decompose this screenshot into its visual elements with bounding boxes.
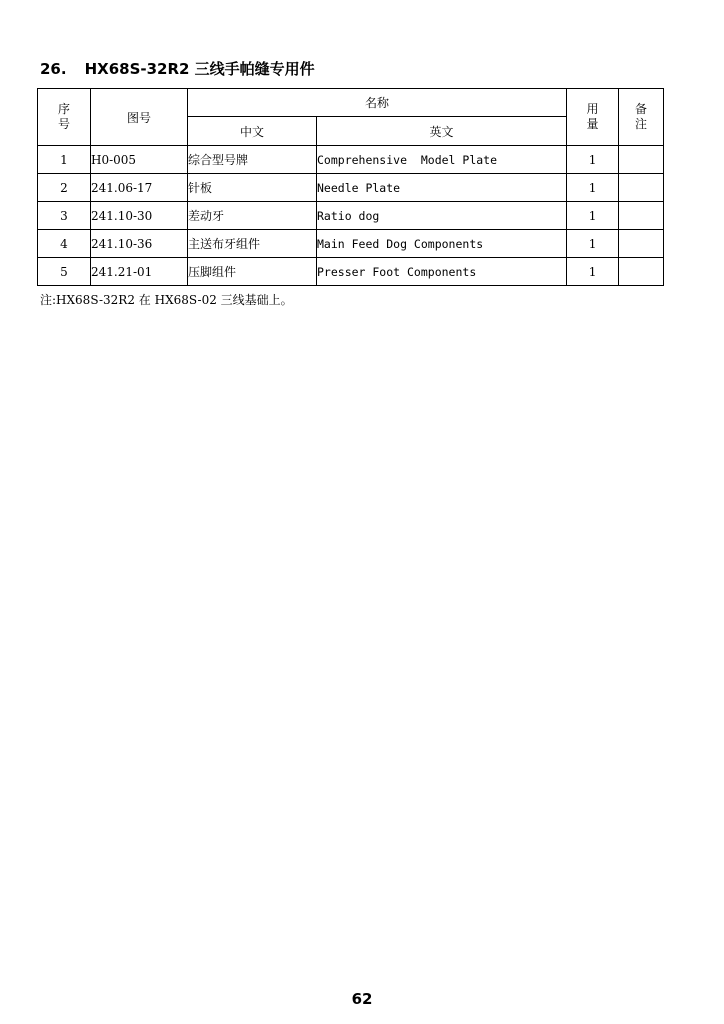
row-english-name: Needle Plate <box>317 174 567 202</box>
row-quantity: 1 <box>567 258 619 286</box>
row-chinese-name: 针板 <box>188 174 317 202</box>
row-chinese-name: 主送布牙组件 <box>188 230 317 258</box>
table-row <box>38 230 664 258</box>
row-english-name: Ratio dog <box>317 202 567 230</box>
table-header-row <box>38 89 664 117</box>
row-quantity: 1 <box>567 146 619 174</box>
row-index: 2 <box>38 174 91 202</box>
row-quantity: 1 <box>567 230 619 258</box>
header-index: 序 号 <box>38 89 91 146</box>
row-remarks <box>619 230 664 258</box>
row-english-name: Comprehensive Model Plate <box>317 146 567 174</box>
row-quantity: 1 <box>567 174 619 202</box>
section-title: HX68S-32R2 三线手帕缝专用件 <box>84 60 315 78</box>
row-drawing-no: 241.10-30 <box>91 202 188 230</box>
row-english-name: Main Feed Dog Components <box>317 230 567 258</box>
table-row <box>38 146 664 174</box>
row-index: 5 <box>38 258 91 286</box>
row-remarks <box>619 258 664 286</box>
header-remarks: 备 注 <box>619 89 664 146</box>
row-index: 3 <box>38 202 91 230</box>
table-row <box>38 202 664 230</box>
section-number: 26. <box>40 60 67 78</box>
row-english-name: Presser Foot Components <box>317 258 567 286</box>
header-name: 名称 <box>188 89 567 117</box>
footnote: 注:HX68S-32R2 在 HX68S-02 三线基础上。 <box>40 293 293 307</box>
header-quantity: 用 量 <box>567 89 619 146</box>
row-index: 1 <box>38 146 91 174</box>
table-row <box>38 258 664 286</box>
table-row <box>38 174 664 202</box>
header-chinese: 中文 <box>188 117 317 146</box>
header-drawing-no: 图号 <box>91 89 188 146</box>
row-remarks <box>619 174 664 202</box>
header-english: 英文 <box>317 117 567 146</box>
row-drawing-no: H0-005 <box>91 146 188 174</box>
section-heading <box>40 58 315 79</box>
row-drawing-no: 241.10-36 <box>91 230 188 258</box>
row-drawing-no: 241.06-17 <box>91 174 188 202</box>
row-chinese-name: 差动牙 <box>188 202 317 230</box>
parts-table <box>37 88 664 286</box>
page-number: 62 <box>351 990 373 1008</box>
row-index: 4 <box>38 230 91 258</box>
row-drawing-no: 241.21-01 <box>91 258 188 286</box>
row-chinese-name: 压脚组件 <box>188 258 317 286</box>
row-quantity: 1 <box>567 202 619 230</box>
row-remarks <box>619 202 664 230</box>
row-chinese-name: 综合型号牌 <box>188 146 317 174</box>
row-remarks <box>619 146 664 174</box>
